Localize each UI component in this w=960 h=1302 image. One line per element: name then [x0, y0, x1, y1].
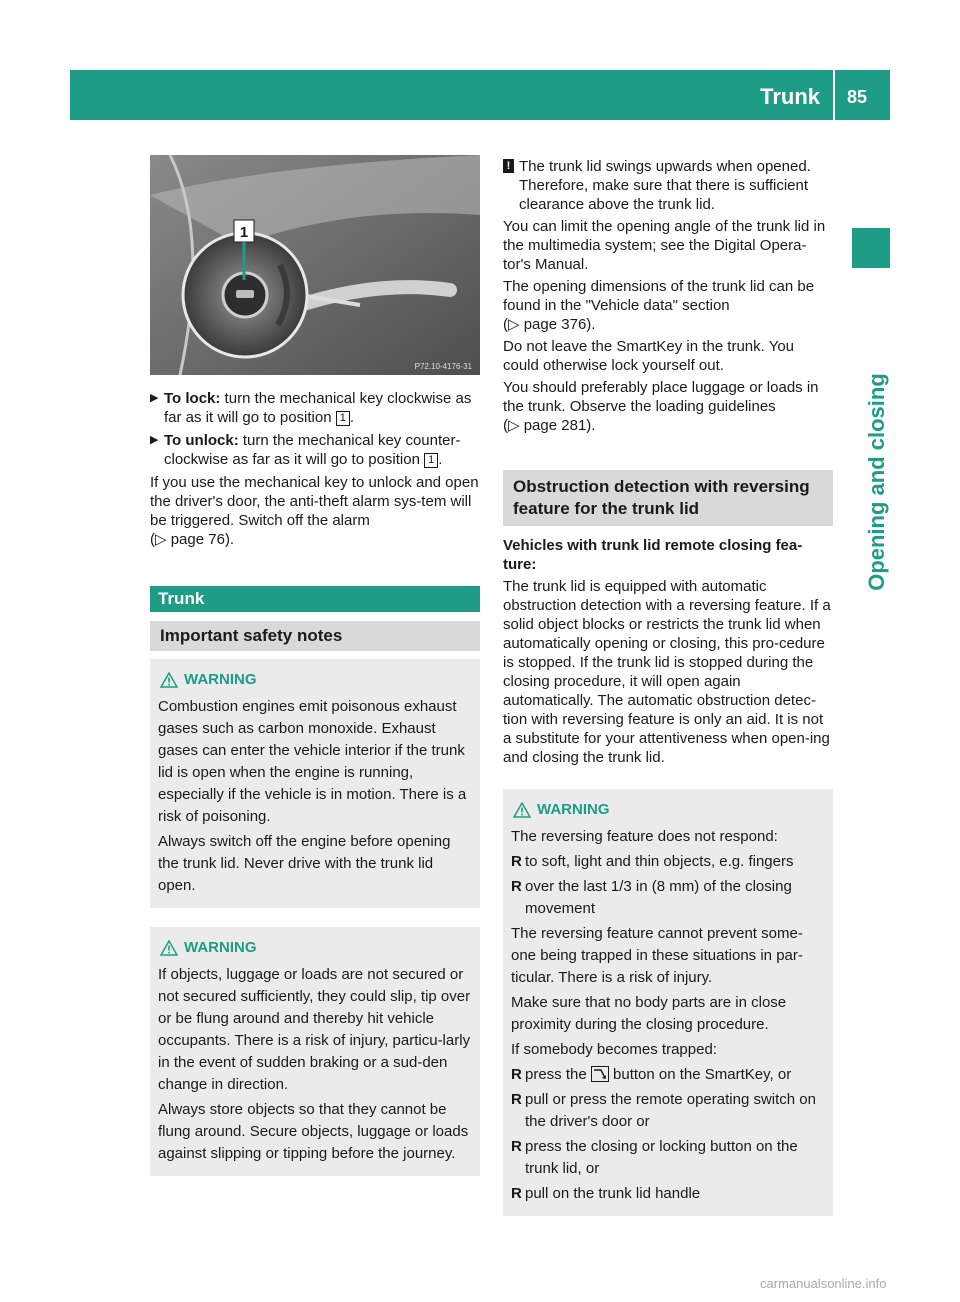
- warning-heading: [511, 799, 825, 821]
- bullet-text: pull on the trunk lid handle: [525, 1185, 701, 1202]
- header-separator: [833, 70, 835, 120]
- step-arrow-icon: ▶: [150, 392, 159, 404]
- page-ref-arrow-icon: ▷: [508, 316, 520, 333]
- page-ref-link[interactable]: page 76).: [170, 531, 235, 548]
- step-lead: To lock:: [164, 390, 221, 407]
- step-unlock: [150, 431, 480, 469]
- luggage-paragraph: You should preferably place luggage or loads in the trunk. Observe the loading guidelines (▷ page 281).: [503, 379, 819, 434]
- bullet-icon: R: [511, 1066, 522, 1083]
- step-lock: [150, 389, 480, 427]
- bullet-text: to soft, light and thin objects, e.g. fingers: [525, 853, 794, 870]
- notice-exclamation-icon: !: [503, 159, 514, 173]
- page-ref-link[interactable]: page 376).: [523, 316, 596, 333]
- step-text: turn the mechanical key counter-clockwise as far as it will go to position: [164, 432, 461, 468]
- warning-text: If objects, luggage or loads are not secured or not secured sufficiently, they could slip, tip over or be flung around and thereby hit vehicle occupants. There is a risk of injury, particu-larly in the event of sudden braking or a sud-den change in direction.: [158, 966, 471, 1093]
- opening-angle-paragraph: You can limit the opening angle of the trunk lid in the multimedia system; see the Digital Opera-tor's Manual.: [503, 218, 826, 273]
- step-text: turn the mechanical key clockwise as far as it will go to position: [164, 390, 472, 426]
- figure-code: P72.10-4176-31: [414, 362, 472, 371]
- left-column: [150, 389, 480, 1176]
- page-ref-link[interactable]: page 281).: [523, 417, 596, 434]
- warning-box-objects: [150, 927, 480, 1176]
- section-obstruction-detection: Obstruction detection with reversing feature for the trunk lid: [503, 470, 833, 526]
- warning-text: Always switch off the engine before opening the trunk lid. Never drive with the trunk lid open.: [158, 833, 451, 894]
- step-lead: To unlock:: [164, 432, 239, 449]
- bullet-text: press the: [525, 1066, 591, 1083]
- bullet-item: [511, 1064, 825, 1086]
- bullet-text: button on the SmartKey, or: [608, 1066, 792, 1083]
- figure-callout: 1: [239, 224, 249, 241]
- step-arrow-icon: ▶: [150, 434, 159, 446]
- warning-text: Make sure that no body parts are in close proximity during the closing procedure.: [511, 994, 787, 1033]
- header-title: Trunk: [760, 84, 820, 109]
- bullet-icon: R: [511, 853, 522, 870]
- bullet-text: over the last 1/3 in (8 mm) of the closing movement: [525, 878, 792, 917]
- bullet-item: [511, 851, 825, 873]
- position-key: 1: [424, 453, 438, 468]
- warning-text: The reversing feature cannot prevent some-one being trapped in these situations in par-ticular. There is a risk of injury.: [511, 925, 803, 986]
- mechanical-key-figure: [150, 155, 480, 375]
- page-ref-arrow-icon: ▷: [155, 531, 167, 548]
- page-ref-arrow-icon: ▷: [508, 417, 520, 434]
- bullet-text: pull or press the remote operating switch on the driver's door or: [525, 1091, 816, 1130]
- warning-label: WARNING: [184, 939, 257, 956]
- position-key: 1: [336, 411, 350, 426]
- alarm-paragraph: If you use the mechanical key to unlock and open the driver's door, the anti-theft alarm sys-tem will be triggered. Switch off the alarm (▷ page 76).: [150, 474, 479, 548]
- warning-heading: [158, 937, 472, 959]
- trunk-button-icon: [591, 1066, 609, 1082]
- sub-heading: Vehicles with trunk lid remote closing fea-ture:: [503, 537, 803, 573]
- warning-box-exhaust: [150, 659, 480, 908]
- side-tab-label: Opening and closing: [864, 373, 889, 591]
- warning-text: The reversing feature does not respond:: [511, 828, 778, 845]
- step-end: .: [438, 451, 443, 468]
- warning-text: If somebody becomes trapped:: [511, 1041, 717, 1058]
- watermark: carmanualsonline.info: [760, 1276, 887, 1291]
- page-number: 85: [847, 87, 868, 107]
- warning-text: Always store objects so that they cannot be flung around. Secure objects, luggage or loads against slipping or tipping before the journey.: [158, 1101, 469, 1162]
- warning-heading: [158, 669, 472, 691]
- dimensions-text: The opening dimensions of the trunk lid can be found in the "Vehicle data" section: [503, 278, 815, 314]
- obstruction-paragraph: The trunk lid is equipped with automatic obstruction detection with a reversing feature. If a solid object blocks or restricts the trunk lid when automatically opening or closing, this pro-cedure is stopped. If the trunk lid is stopped during the closing procedure, it will open again automatically. The automatic obstruction detec-tion with reversing feature is only an aid. It is not a substitute for your attentiveness when open-ing and closing the trunk lid.: [503, 578, 831, 766]
- bullet-icon: R: [511, 1091, 522, 1108]
- side-tab-block: [852, 228, 890, 268]
- warning-label: WARNING: [184, 671, 257, 688]
- door-lock-illustration: [150, 155, 480, 375]
- notice-text: The trunk lid swings upwards when opened. Therefore, make sure that there is sufficient clearance above the trunk lid.: [519, 158, 811, 213]
- warning-box-reversing: [503, 789, 833, 1216]
- warning-triangle-icon: [160, 940, 178, 956]
- bullet-icon: R: [511, 1185, 522, 1202]
- notice-paragraph: [503, 157, 833, 214]
- bullet-text: press the closing or locking button on the trunk lid, or: [525, 1138, 798, 1177]
- bullet-item: [511, 876, 825, 920]
- bullet-icon: R: [511, 1138, 522, 1155]
- step-end: .: [349, 409, 355, 426]
- alarm-text: If you use the mechanical key to unlock and open the driver's door, the anti-theft alarm sys-tem will be triggered. Switch off the alarm: [150, 474, 479, 529]
- warning-text: Combustion engines emit poisonous exhaust gases such as carbon monoxide. Exhaust gases can enter the vehicle interior if the trunk lid is open when the engine is running, especially if the vehicle is in motion. There is a risk of poisoning.: [158, 698, 467, 825]
- bullet-item: [511, 1136, 825, 1180]
- right-column: [503, 157, 833, 1216]
- section-trunk: Trunk: [150, 586, 480, 612]
- luggage-text: You should preferably place luggage or loads in the trunk. Observe the loading guidelines: [503, 379, 819, 415]
- warning-label: WARNING: [537, 801, 610, 818]
- warning-triangle-icon: [513, 802, 531, 818]
- dimensions-paragraph: The opening dimensions of the trunk lid can be found in the "Vehicle data" section (▷ page 376).: [503, 278, 815, 333]
- bullet-icon: R: [511, 878, 522, 895]
- bullet-item: [511, 1183, 825, 1205]
- bullet-item: [511, 1089, 825, 1133]
- smartkey-paragraph: Do not leave the SmartKey in the trunk. You could otherwise lock yourself out.: [503, 338, 795, 374]
- subsection-safety-notes: Important safety notes: [150, 621, 480, 651]
- warning-triangle-icon: [160, 672, 178, 688]
